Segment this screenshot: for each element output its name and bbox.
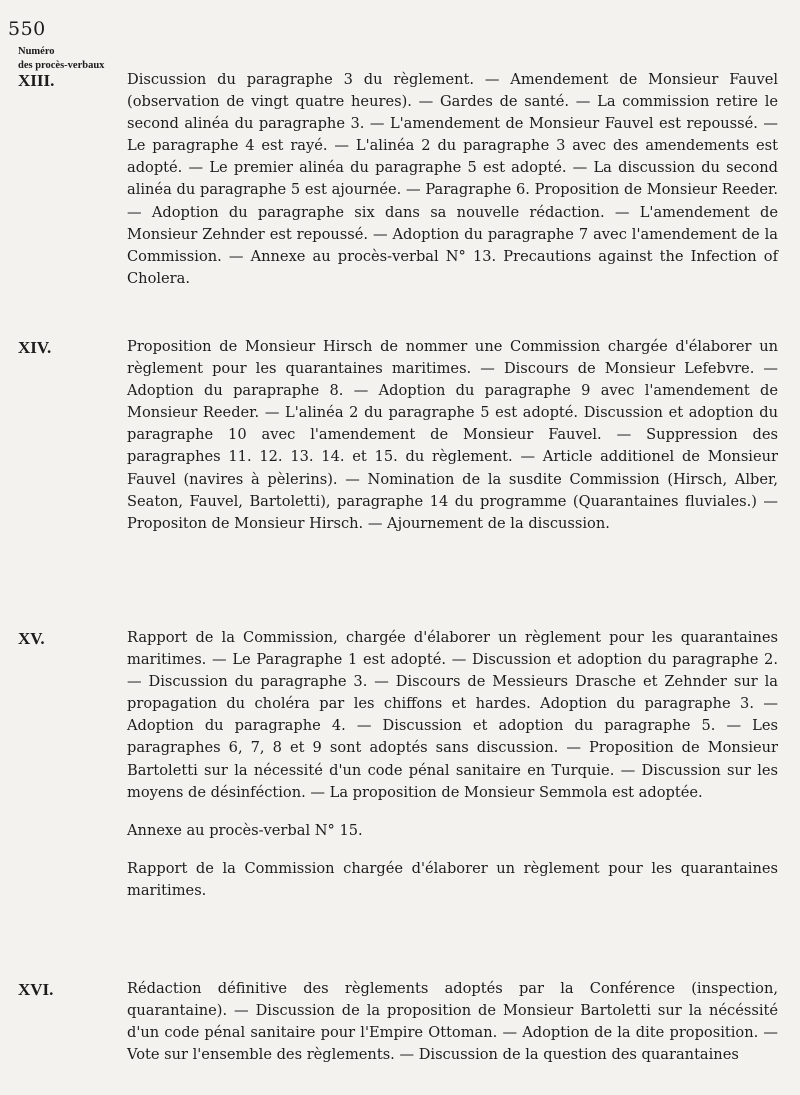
entry-annex-line: Annexe au procès-verbal N° 15.	[127, 821, 363, 839]
entry-xiii	[18, 69, 778, 290]
entry-numeral: XVI.	[18, 980, 54, 999]
entry-xiv	[18, 336, 778, 535]
entry-numeral: XIV.	[18, 338, 52, 357]
entry-text: Rédaction définitive des règlements adoptés par la Conférence (inspection, quarantaine). — Discussion de la proposition de Monsieur Bartoletti sur la nécéssité d'un code pénal sanitaire pour l'Empire Ottoman. — Adoption de la dite proposition. — Vote sur l'ensemble des règlements. — Discussion de la question des quarantaines	[127, 980, 778, 1064]
entry-numeral: XIII.	[18, 71, 55, 90]
entry-report-line: Rapport de la Commission chargée d'élaborer un règlement pour les quarantaines maritimes.	[127, 859, 778, 899]
entry-xv	[18, 627, 778, 902]
entry-text: Proposition de Monsieur Hirsch de nommer une Commission chargée d'élaborer un règlement pour les quarantaines maritimes. — Discours de Monsieur Lefebvre. — Adoption du parapraphe 8. — Adoption du paragraphe 9 avec l'amendement de Monsieur Reeder. — L'alinéa 2 du paragraphe 5 est adopté. Discussion et adoption du paragraphe 10 avec l'amendement de Monsieur Fauvel. — Suppression des paragraphes 11. 12. 13. 14. et 15. du règlement. — Article additionel de Monsieur Fauvel (navires à pèlerins). — Nomination de la susdite Commission (Hirsch, Alber, Seaton, Fauvel, Bartoletti), paragraphe 14 du programme (Quarantaines fluviales.) — Propositon de Monsieur Hirsch. — Ajournement de la discussion.	[127, 338, 778, 532]
entry-xvi	[18, 978, 778, 1066]
column-header-line-1: Numéro	[18, 46, 55, 57]
entry-text: Discussion du paragraphe 3 du règlement. — Amendement de Monsieur Fauvel (observation de vingt quatre heures). — Gardes de santé. — La commission retire le second alinéa du paragraphe 3. — L'amendement de Monsieur Fauvel est repoussé. — Le paragraphe 4 est rayé. — L'alinéa 2 du paragraphe 3 avec des amendements est adopté. — Le premier alinéa du paragraphe 5 est adopté. — La discussion du second alinéa du paragraphe 5 est ajournée. — Paragraphe 6. Proposition de Monsieur Reeder. — Adoption du paragraphe six dans sa nouvelle rédaction. — L'amendement de Monsieur Zehnder est repoussé. — Adoption du paragraphe 7 avec l'amendement de la Commission. — Annexe au procès-verbal N° 13. Precautions against the Infection of Cholera.	[127, 71, 778, 287]
column-header-line-2: des procès-verbaux	[18, 60, 105, 71]
entry-text: Rapport de la Commission, chargée d'élaborer un règlement pour les quarantaines maritimes. — Le Paragraphe 1 est adopté. — Discussion et adoption du paragraphe 2. — Discussion du paragraphe 3. — Discours de Messieurs Drasche et Zehnder sur la propagation du choléra par les chiffons et hardes. Adoption du paragraphe 3. — Adoption du paragraphe 4. — Discussion et adoption du paragraphe 5. — Les paragraphes 6, 7, 8 et 9 sont adoptés sans discussion. — Proposition de Monsieur Bartoletti sur la nécessité d'un code pénal sanitaire en Turquie. — Discussion sur les moyens de désinféction. — La proposition de Monsieur Semmola est adoptée.	[127, 629, 778, 801]
entry-numeral: XV.	[18, 629, 45, 648]
page-number: 550	[8, 18, 46, 40]
